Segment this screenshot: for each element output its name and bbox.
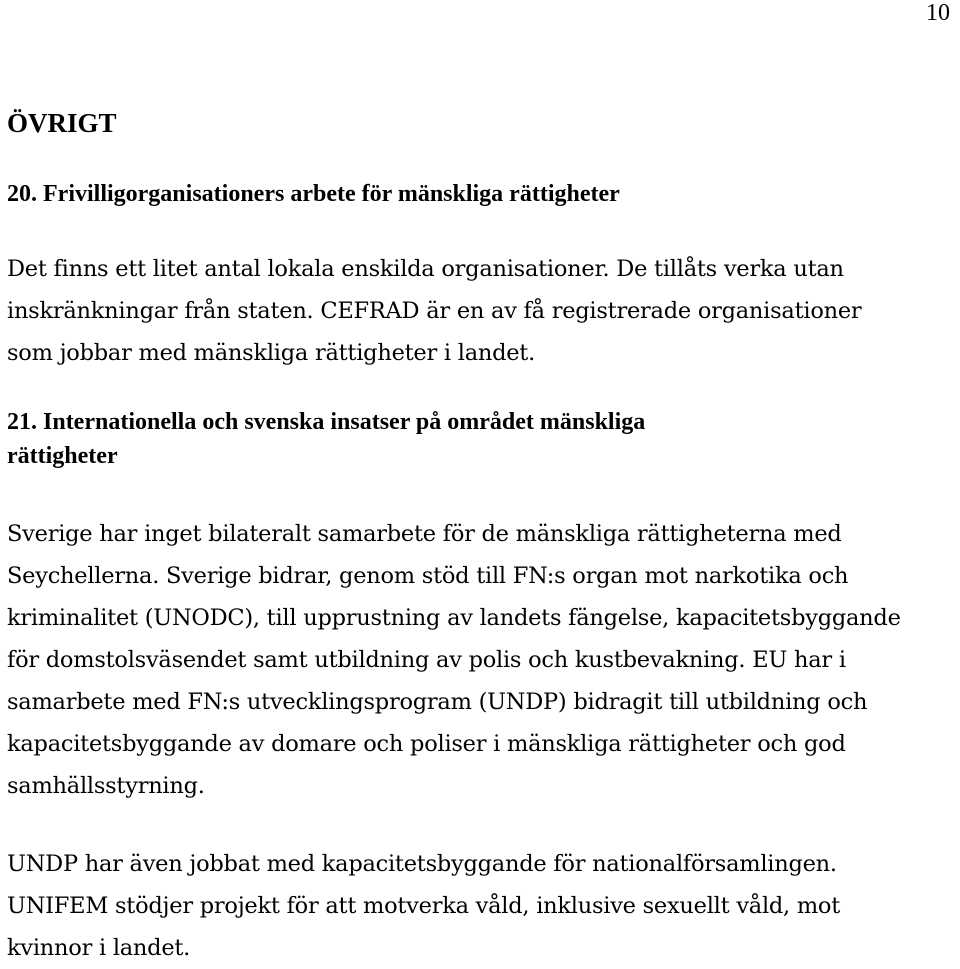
text-line: Det finns ett litet antal lokala enskilda organisationer. De tillåts verka utan xyxy=(7,256,844,282)
section-21-paragraph-1 xyxy=(7,513,957,807)
text-line: samhällsstyrning. xyxy=(7,773,205,799)
heading-line: rättigheter xyxy=(7,443,118,469)
text-line: UNIFEM stödjer projekt för att motverka våld, inklusive sexuellt våld, mot xyxy=(7,893,841,919)
section-20-heading: 20. Frivilligorganisationers arbete för mänskliga rättigheter xyxy=(7,181,620,207)
text-line: kapacitetsbyggande av domare och poliser i mänskliga rättigheter och god xyxy=(7,731,846,757)
text-line: kriminalitet (UNODC), till upprustning av landets fängelse, kapacitetsbyggande xyxy=(7,605,901,631)
page-number: 10 xyxy=(926,0,950,26)
text-line: för domstolsväsendet samt utbildning av polis och kustbevakning. EU har i xyxy=(7,647,846,673)
page-heading: ÖVRIGT xyxy=(7,108,117,138)
text-line: Sverige har inget bilateralt samarbete för de mänskliga rättigheterna med xyxy=(7,521,842,547)
section-20-paragraph xyxy=(7,248,957,374)
text-line: UNDP har även jobbat med kapacitetsbyggande för nationalförsamlingen. xyxy=(7,851,837,877)
section-21-paragraph-2 xyxy=(7,843,957,969)
text-line: kvinnor i landet. xyxy=(7,935,191,961)
heading-line: 21. Internationella och svenska insatser på området mänskliga xyxy=(7,409,646,435)
text-line: Seychellerna. Sverige bidrar, genom stöd till FN:s organ mot narkotika och xyxy=(7,563,849,589)
text-line: som jobbar med mänskliga rättigheter i landet. xyxy=(7,340,536,366)
text-line: inskränkningar från staten. CEFRAD är en av få registrerade organisationer xyxy=(7,298,862,324)
text-line: samarbete med FN:s utvecklingsprogram (UNDP) bidragit till utbildning och xyxy=(7,689,868,715)
section-21-heading xyxy=(7,405,907,473)
